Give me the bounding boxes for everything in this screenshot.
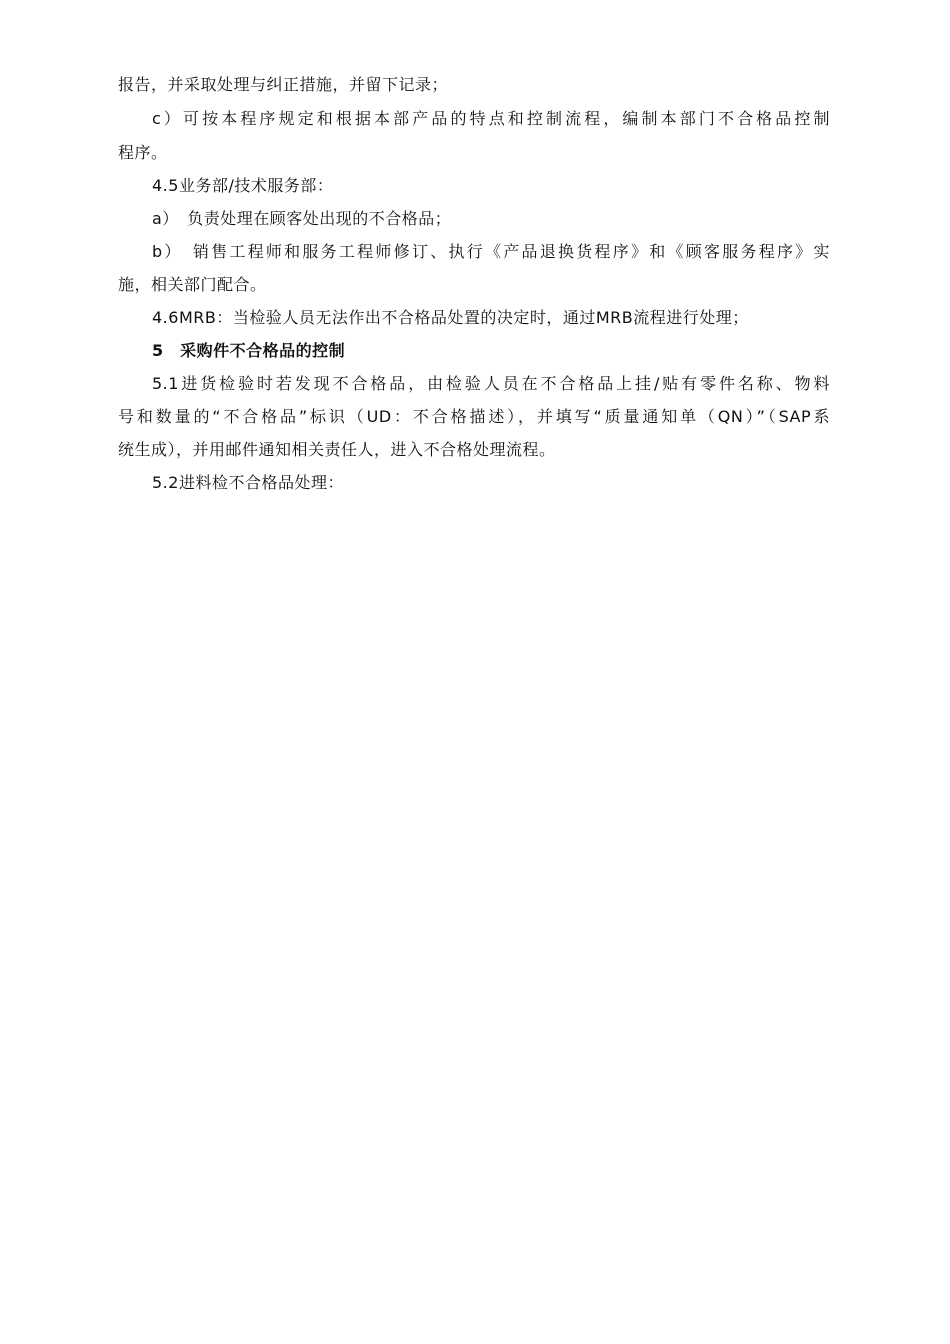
paragraph-item-b: b） 销售工程师和服务工程师修订、执行《产品退换货程序》和《顾客服务程序》实 bbox=[152, 242, 830, 261]
section-heading-4-5: 4.5业务部/技术服务部： bbox=[152, 176, 334, 195]
paragraph-item-c-continuation: 程序。 bbox=[118, 143, 168, 162]
paragraph-item-c: c）可按本程序规定和根据本部产品的特点和控制流程，编制本部门不合格品控制 bbox=[152, 109, 830, 128]
section-heading-5: 5 采购件不合格品的控制 bbox=[152, 341, 346, 360]
paragraph-5-1-line-3: 统生成），并用邮件通知相关责任人，进入不合格处理流程。 bbox=[118, 440, 556, 459]
paragraph-5-2: 5.2进料检不合格品处理： bbox=[152, 473, 344, 492]
paragraph-item-b-continuation: 施，相关部门配合。 bbox=[118, 275, 267, 294]
paragraph-5-1: 5.1进货检验时若发现不合格品，由检验人员在不合格品上挂/贴有零件名称、物料 bbox=[152, 374, 830, 393]
paragraph-4-6-mrb: 4.6MRB：当检验人员无法作出不合格品处置的决定时，通过MRB流程进行处理； bbox=[152, 308, 749, 327]
paragraph-line-1: 报告，并采取处理与纠正措施，并留下记录； bbox=[118, 75, 449, 94]
paragraph-5-1-line-2: 号和数量的“不合格品”标识（UD：不合格描述），并填写“质量通知单（QN）”（SAP系 bbox=[118, 407, 830, 426]
paragraph-item-a: a） 负责处理在顾客处出现的不合格品； bbox=[152, 209, 452, 228]
